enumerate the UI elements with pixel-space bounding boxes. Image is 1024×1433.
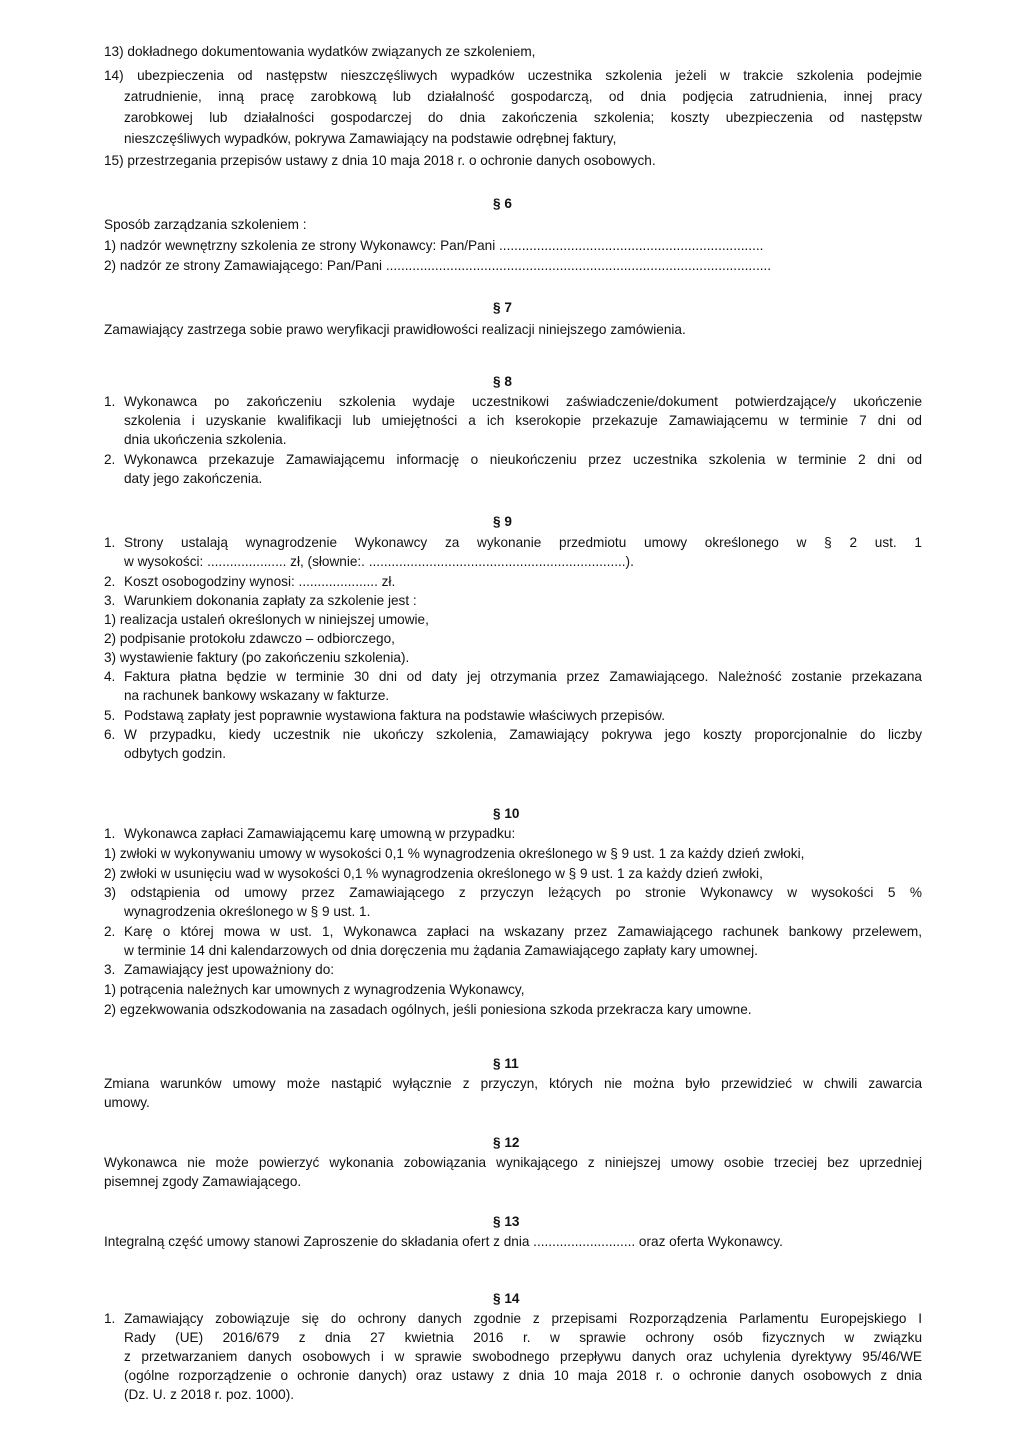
sec10-p2-line2: w terminie 14 dni kalendarzowych od dnia doręczenia mu żądania Zamawiającego zapłaty kary umownej.	[124, 943, 758, 958]
sec5-item-14-line3: zarobkowej lub działalności gospodarczej do dnia zakończenia szkolenia; koszty ubezpieczenia od następstw	[124, 110, 922, 125]
sec11-heading: § 11	[493, 1056, 519, 1071]
sec6-heading: § 6	[493, 196, 512, 211]
sec14-line1: Zamawiający zobowiązuje się do ochrony danych zgodnie z przepisami Rozporządzenia Parlamentu Europejskiego I	[124, 1311, 922, 1326]
sec14-line4: (ogólne rozporządzenie o ochronie danych) oraz ustawy z dnia 10 maja 2018 r. o ochronie danych osobowych z dnia	[124, 1368, 922, 1383]
sec10-p1: Wykonawca zapłaci Zamawiającemu karę umowną w przypadku:	[124, 826, 516, 841]
sec14-line2: Rady (UE) 2016/679 z dnia 27 kwietnia 2016 r. w sprawie ochrony osób fizycznych w związku	[124, 1330, 922, 1345]
sec9-p1-line2: w wysokości: ..................... zł, (słownie:. ....................................................................).	[124, 554, 634, 569]
sec10-num-2: 2.	[104, 924, 116, 939]
sec10-p2-line1: Karę o której mowa w ust. 1, Wykonawca zapłaci na wskazany przez Zamawiającego rachunek bankowy przelewem,	[124, 924, 922, 939]
sec9-p3-item-1: 1) realizacja ustaleń określonych w niniejszej umowie,	[104, 612, 429, 627]
sec12-line2: pisemnej zgody Zamawiającego.	[104, 1174, 302, 1189]
sec8-p1-line2: szkolenia i uzyskanie kwalifikacji lub umiejętności a ich kserokopie przekazuje Zamawiającemu w terminie 7 dni od	[124, 413, 922, 428]
sec10-item-3-line2: wynagrodzenia określonego w § 9 ust. 1.	[124, 904, 371, 919]
sec10-item-5: 2) egzekwowania odszkodowania na zasadach ogólnych, jeśli poniesiona szkoda przekracza kary umowne.	[104, 1002, 752, 1017]
sec8-p2-line2: daty jego zakończenia.	[124, 471, 263, 486]
sec13-line1: Integralną część umowy stanowi Zaproszenie do składania ofert z dnia ........................... oraz oferta Wykonawcy.	[104, 1234, 783, 1249]
sec11-line1: Zmiana warunków umowy może nastąpić wyłącznie z przyczyn, których nie można było przewidzieć w chwili zawarcia	[104, 1076, 922, 1091]
sec14-num-1: 1.	[104, 1311, 116, 1326]
sec5-item-13: 13) dokładnego dokumentowania wydatków związanych ze szkoleniem,	[104, 44, 536, 59]
sec9-num-5: 5.	[104, 708, 116, 723]
sec9-p2: Koszt osobogodziny wynosi: ..................... zł.	[124, 574, 396, 589]
sec8-heading: § 8	[493, 374, 512, 389]
sec5-item-14-line1: 14) ubezpieczenia od następstw nieszczęśliwych wypadków uczestnika szkolenia jeżeli w trakcie szkolenia podejmie	[104, 68, 922, 83]
sec9-num-4: 4.	[104, 669, 116, 684]
sec9-num-6: 6.	[104, 727, 116, 742]
sec9-num-1: 1.	[104, 535, 116, 550]
sec9-p4-line2: na rachunek bankowy wskazany w fakturze.	[124, 688, 390, 703]
sec10-item-2: 2) zwłoki w usunięciu wad w wysokości 0,1 % wynagrodzenia określonego w § 9 ust. 1 za każdy dzień zwłoki,	[104, 866, 763, 881]
sec9-p3-item-2: 2) podpisanie protokołu zdawczo – odbiorczego,	[104, 631, 395, 646]
sec12-heading: § 12	[493, 1135, 520, 1150]
sec5-item-14-line4: nieszczęśliwych wypadków, pokrywa Zamawiający na podstawie odrębnej faktury,	[124, 131, 617, 146]
sec9-num-3: 3.	[104, 593, 116, 608]
sec9-p4-line1: Faktura płatna będzie w terminie 30 dni od daty jej otrzymania przez Zamawiającego. Należność zostanie przekazana	[124, 669, 922, 684]
sec6-item-2: 2) nadzór ze strony Zamawiającego: Pan/Pani ......................................................................................................	[104, 258, 772, 273]
sec8-p2-line1: Wykonawca przekazuje Zamawiającemu informację o nieukończeniu przez uczestnika szkolenia w terminie 2 dni od	[124, 452, 922, 467]
sec14-line3: z przetwarzaniem danych osobowych i w sprawie swobodnego przepływu danych oraz uchylenia dyrektywy 95/46/WE	[124, 1349, 922, 1364]
sec5-item-14-line2: zatrudnienie, inną pracę zarobkową lub działalność gospodarczą, od dnia podjęcia zatrudnienia, innej pracy	[124, 89, 922, 104]
sec10-p3: Zamawiający jest upoważniony do:	[124, 962, 335, 977]
sec8-num-1: 1.	[104, 394, 116, 409]
sec10-item-1: 1) zwłoki w wykonywaniu umowy w wysokości 0,1 % wynagrodzenia określonego w § 9 ust. 1 za każdy dzień zwłoki,	[104, 846, 805, 861]
sec9-p6-line2: odbytych godzin.	[124, 746, 227, 761]
sec12-line1: Wykonawca nie może powierzyć wykonania zobowiązania wynikającego z niniejszej umowy osobie trzeciej bez uprzedniej	[104, 1155, 922, 1170]
sec6-intro: Sposób zarządzania szkoleniem :	[104, 217, 307, 232]
sec9-num-2: 2.	[104, 574, 116, 589]
sec10-num-1: 1.	[104, 826, 116, 841]
sec14-heading: § 14	[493, 1291, 520, 1306]
sec8-p1-line3: dnia ukończenia szkolenia.	[124, 432, 287, 447]
sec7-text: Zamawiający zastrzega sobie prawo weryfikacji prawidłowości realizacji niniejszego zamówienia.	[104, 322, 686, 337]
sec10-item-3-line1: 3) odstąpienia od umowy przez Zamawiającego z przyczyn leżących po stronie Wykonawcy w wysokości 5 %	[104, 885, 922, 900]
sec11-line2: umowy.	[104, 1095, 150, 1110]
sec9-p6-line1: W przypadku, kiedy uczestnik nie ukończy szkolenia, Zamawiający pokrywa jego koszty proporcjonalnie do liczby	[124, 727, 922, 742]
sec8-num-2: 2.	[104, 452, 116, 467]
sec9-heading: § 9	[493, 514, 512, 529]
sec10-heading: § 10	[493, 806, 520, 821]
sec13-heading: § 13	[493, 1214, 520, 1229]
sec9-p5: Podstawą zapłaty jest poprawnie wystawiona faktura na podstawie właściwych przepisów.	[124, 708, 666, 723]
sec8-p1-line1: Wykonawca po zakończeniu szkolenia wydaje uczestnikowi zaświadczenie/dokument potwierdzające/y ukończenie	[124, 394, 922, 409]
sec9-p3-item-3: 3) wystawienie faktury (po zakończeniu szkolenia).	[104, 650, 410, 665]
sec14-line5: (Dz. U. z 2018 r. poz. 1000).	[124, 1387, 295, 1402]
sec10-num-3: 3.	[104, 962, 116, 977]
sec5-item-15: 15) przestrzegania przepisów ustawy z dnia 10 maja 2018 r. o ochronie danych osobowych.	[104, 153, 656, 168]
sec7-heading: § 7	[493, 300, 512, 315]
sec9-p1-line1: Strony ustalają wynagrodzenie Wykonawcy za wykonanie przedmiotu umowy określonego w § 2 ust. 1	[124, 535, 922, 550]
sec6-item-1: 1) nadzór wewnętrzny szkolenia ze strony Wykonawcy: Pan/Pani ......................................................................	[104, 238, 764, 253]
sec9-p3: Warunkiem dokonania zapłaty za szkolenie jest :	[124, 593, 417, 608]
sec10-item-4: 1) potrącenia należnych kar umownych z wynagrodzenia Wykonawcy,	[104, 982, 525, 997]
